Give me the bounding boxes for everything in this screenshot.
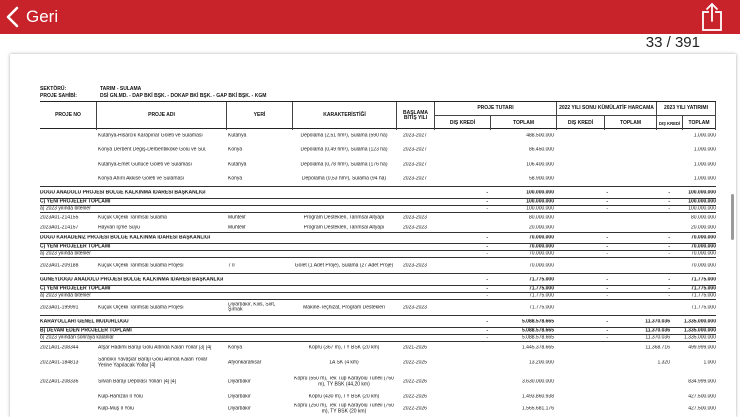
cell-yeri: Konya	[228, 146, 243, 152]
cell-proje-toplam: 70.000.000	[528, 251, 554, 257]
cell-proje-toplam: 100.000.000	[526, 206, 554, 212]
cell-yillar: 2023-2027	[403, 132, 427, 138]
table-section-row	[40, 233, 716, 244]
cell-kumulatif-toplam: 11.370.036	[645, 318, 670, 324]
cell-proje-toplam: 3.630.000.000	[522, 379, 554, 385]
cell-proje-dis-kredi: -	[486, 189, 488, 195]
header-yatirim-dis-kredi: DIŞ KREDİ	[656, 116, 682, 130]
cell-yeri: Diyarbakır	[228, 379, 251, 385]
cell-karakteristigi: Depolama (0,53 hm³), Sulama (94 ha)	[301, 176, 387, 182]
cell-section-title: KARAYOLLARI GENEL MÜDÜRLÜĞÜ	[40, 318, 129, 324]
investment-table	[40, 101, 716, 415]
header-proje-no: PROJE NO	[55, 112, 81, 119]
cell-proje-adi: Sandıklı Yavaşlar Barajı Gölü Altında Kalan Yollar Yerine Yapılacak Yollar [4]	[98, 357, 208, 368]
header-proje-dis-kredi: DIŞ KREDİ	[434, 116, 490, 130]
cell-section-title: C) YENİ PROJELER TOPLAMI	[40, 199, 111, 205]
cell-kumulatif-toplam: 11.370.036	[645, 328, 670, 334]
cell-yillar: 2023-2023	[403, 304, 427, 310]
cell-yillar: 2022-2026	[403, 379, 427, 385]
document-page[interactable]	[10, 54, 736, 417]
cell-kumulatif-toplam: -	[668, 235, 670, 241]
cell-yatirim-toplam: 1.335.000.000	[684, 335, 716, 341]
cell-yeri: Konya	[228, 344, 243, 350]
cell-yillar: 2023-2023	[403, 224, 427, 230]
cell-proje-toplam: 71.775.000	[528, 293, 554, 299]
cell-yillar: 2023-2027	[403, 176, 427, 182]
cell-kumulatif-dis-kredi: -	[606, 189, 608, 195]
table-section-row	[40, 293, 716, 300]
table-row	[40, 142, 716, 157]
cell-proje-adi: Afşar Hadimi Barajı Gölü Altında Kalan Yollar [3] [4]	[98, 344, 212, 350]
cell-yeri: Afyonkarahisar	[228, 360, 262, 366]
header-yatirim: 2023 YILI YATIRIMI	[656, 102, 716, 116]
cell-yatirim-toplam: 100.000.000	[688, 199, 716, 205]
cell-proje-toplam: 100.000.000	[526, 189, 554, 195]
cell-section-title: C) YENİ PROJELER TOPLAMI	[40, 244, 111, 250]
cell-yatirim-toplam: 834.999.000	[688, 379, 716, 385]
cell-yillar: 2022-2026	[403, 406, 427, 412]
cell-section-title: a) 2023 yılında bitenler	[40, 206, 91, 212]
cell-section-title: DOĞU KARADENİZ PROJESİ BÖLGE KALKINMA İDARESİ BAŞKANLIĞI	[40, 235, 211, 241]
cell-yillar: 2021-2026	[403, 344, 427, 350]
cell-proje-dis-kredi: -	[486, 251, 488, 257]
cell-karakteristigi: Köprü (367 m), TY BSK (20 km)	[308, 344, 380, 350]
cell-yatirim-toplam: 20.000.000	[690, 224, 716, 230]
cell-section-title: a) 2023 yılında bitenler	[40, 251, 91, 257]
cell-yeri: Kütahya	[228, 132, 247, 138]
document-meta	[40, 86, 266, 100]
table-header	[40, 101, 716, 129]
cell-karakteristigi: Köprü (430 m), TY BSK (20 km)	[308, 394, 380, 400]
cell-kumulatif-toplam: -	[668, 189, 670, 195]
cell-yatirim-toplam: 71.775.000	[690, 286, 716, 292]
cell-proje-adi: Hayvan İçme Suyu	[98, 224, 140, 230]
meta-row-sector	[40, 86, 266, 93]
cell-proje-dis-kredi: -	[486, 235, 488, 241]
cell-kumulatif-toplam: 11.370.036	[645, 335, 670, 341]
cell-kumulatif-dis-kredi: -	[606, 293, 608, 299]
header-proje-adi: PROJE ADI	[96, 102, 226, 130]
cell-yatirim-toplam: 1.000.000	[693, 161, 716, 167]
cell-kumulatif-dis-kredi: -	[606, 318, 608, 324]
cell-proje-toplam: 13.200.000	[528, 360, 554, 366]
cell-proje-adi: Kütahya-Emet Gürlüce Göleti ve Sulaması	[98, 161, 192, 167]
cell-yatirim-toplam: 427.500.000	[688, 406, 716, 412]
cell-karakteristigi: Program Destekleri, Tarımsal Altyapı	[303, 224, 385, 230]
cell-kumulatif-toplam: -	[668, 293, 670, 299]
cell-proje-toplam: 100.000.000	[526, 199, 554, 205]
cell-yatirim-toplam: 71.775.000	[690, 304, 716, 310]
table-section-row	[40, 335, 716, 342]
cell-proje-toplam: 80.000.000	[528, 215, 554, 221]
cell-yeri: Diyarbakır, Kilis, Siirt, Şırnak	[228, 302, 276, 313]
owner-value: DSİ GN.MD. - DAP BKİ BŞK. - DOKAP BKİ BŞK. - GAP BKİ BŞK. - KGM	[100, 93, 267, 99]
cell-yatirim-toplam: 71.775.000	[690, 276, 716, 282]
cell-yatirim-toplam: 70.000.000	[690, 235, 716, 241]
cell-yillar: 2023-2023	[403, 262, 427, 268]
cell-yatirim-toplam: 100.000.000	[688, 189, 716, 195]
cell-section-title: a) 2023 yılında bitenler	[40, 293, 91, 299]
cell-proje-dis-kredi: -	[486, 286, 488, 292]
table-row	[40, 223, 716, 233]
cell-yillar: 2022-2025	[403, 360, 427, 366]
cell-proje-toplam: 58.900.000	[528, 176, 554, 182]
cell-proje-toplam: 106.400.000	[526, 161, 554, 167]
page-bar	[0, 34, 740, 52]
cell-yillar: 2022-2026	[403, 394, 427, 400]
cell-proje-adi: Küçük Ölçekli Tarımsal Sulama Projesi	[98, 262, 184, 268]
cell-kumulatif-dis-kredi: -	[606, 276, 608, 282]
cell-proje-dis-kredi: -	[486, 244, 488, 250]
cell-kumulatif-toplam: -	[668, 251, 670, 257]
header-proje-toplam: TOPLAM	[490, 116, 556, 130]
cell-karakteristigi: Köprü (550 m), Tek Tüp Karayolu Tüneli (760 m), TY BSK (44,20 km)	[294, 376, 394, 387]
cell-yatirim-toplam: 100.000.000	[688, 206, 716, 212]
table-section-row	[40, 251, 716, 258]
table-section-row	[40, 328, 716, 335]
cell-section-title: b) 2023 yılından sonraya kalanlar	[40, 335, 114, 341]
table-row	[40, 213, 716, 223]
table-section-row	[40, 206, 716, 213]
cell-proje-dis-kredi: -	[486, 293, 488, 299]
cell-proje-toplam: 5.088.578.665	[522, 335, 554, 341]
cell-yatirim-toplam: 70.000.000	[690, 251, 716, 257]
cell-kumulatif-toplam: -	[668, 276, 670, 282]
cell-proje-adi: Kulp-Hamzalı İl Yolu	[98, 394, 143, 400]
chevron-left-icon	[4, 6, 22, 28]
cell-kumulatif-dis-kredi: -	[606, 328, 608, 334]
cell-kumulatif-dis-kredi: -	[606, 206, 608, 212]
cell-proje-dis-kredi: -	[486, 206, 488, 212]
cell-proje-adi: Küçük Ölçekli Tarımsal Sulama	[98, 215, 167, 221]
cell-yatirim-toplam: 1.000.000	[693, 176, 716, 182]
cell-karakteristigi: Makine-Teçhizat, Program Destekleri	[303, 304, 385, 310]
cell-kumulatif-dis-kredi: -	[606, 286, 608, 292]
cell-proje-toplam: 1.445.378.665	[522, 344, 554, 350]
table-row	[40, 342, 716, 353]
cell-kumulatif-dis-kredi: -	[606, 199, 608, 205]
table-row	[40, 403, 716, 415]
cell-proje-adi: Kulp-Muş İl Yolu	[98, 406, 134, 412]
page-counter: 33 / 391	[645, 34, 700, 51]
cell-karakteristigi: Depolama (0,78 hm³), Sulama (176 ha)	[300, 161, 388, 167]
table-body	[40, 129, 716, 415]
cell-yeri: Diyarbakır	[228, 406, 251, 412]
cell-proje-no: 2023A01-214157	[40, 224, 79, 230]
cell-yatirim-toplam: 70.000.000	[690, 244, 716, 250]
cell-section-title: GÜNEYDOĞU ANADOLU PROJESİ BÖLGE KALKINMA İDARESİ BAŞKANLIĞI	[40, 276, 224, 282]
cell-proje-adi: Kütahya-Hisarcık Karapınar Göleti ve Sulaması	[98, 132, 203, 138]
cell-proje-toplam: 86.450.000	[528, 146, 554, 152]
table-section-row	[40, 286, 716, 293]
cell-proje-no: 2023A01-199991	[40, 304, 79, 310]
cell-karakteristigi: Gölet (1 Adet Proje), Sulama (27 Adet Proje)	[294, 262, 394, 268]
cell-yatirim-toplam: 71.775.000	[690, 293, 716, 299]
cell-yatirim-toplam: 1.000	[703, 360, 716, 366]
scroll-indicator[interactable]	[731, 194, 734, 240]
table-section-row	[40, 316, 716, 328]
cell-kumulatif-toplam: -	[668, 244, 670, 250]
cell-proje-dis-kredi: -	[486, 199, 488, 205]
cell-kumulatif-toplam: -	[668, 206, 670, 212]
cell-proje-toplam: 70.000.000	[528, 244, 554, 250]
cell-proje-toplam: 71.775.000	[528, 304, 554, 310]
cell-proje-no: 2023A01-214155	[40, 215, 79, 221]
cell-proje-adi: Küçük Ölçekli Tarımsal Sulama Projesi	[98, 304, 184, 310]
cell-yeri: 7 İl	[228, 262, 235, 268]
cell-kumulatif-toplam: -	[668, 286, 670, 292]
share-button[interactable]	[700, 2, 724, 32]
cell-proje-no: 2021A01-208344	[40, 344, 79, 350]
cell-proje-toplam: 70.000.000	[528, 235, 554, 241]
cell-kumulatif-dis-kredi: -	[606, 335, 608, 341]
cell-yatirim-toplam: 1.000.000	[693, 146, 716, 152]
cell-yatirim-toplam: 80.000.000	[690, 215, 716, 221]
cell-proje-toplam: 488.500.000	[526, 132, 554, 138]
cell-proje-adi: Konya Derbent Değiş-Derbentliköke Gölü ve Sul.	[98, 146, 207, 152]
cell-proje-toplam: 71.775.000	[528, 286, 554, 292]
top-toolbar	[0, 0, 740, 34]
cell-proje-toplam: 1.493.860.938	[522, 394, 554, 400]
cell-proje-no: 2022A01-208336	[40, 379, 79, 385]
cell-section-title: DOĞU ANADOLU PROJESİ BÖLGE KALKINMA İDARESİ BAŞKANLIĞI	[40, 189, 206, 195]
header-baslama-bitis: BAŞLAMA BİTİŞ YILI	[396, 102, 434, 130]
cell-kumulatif-dis-kredi: -	[606, 235, 608, 241]
cell-karakteristigi: 1A SK (4 km)	[329, 360, 359, 366]
meta-row-owner	[40, 93, 266, 100]
cell-karakteristigi: Depolama (0,49 hm³), Sulama (123 ha)	[300, 146, 388, 152]
share-icon	[700, 2, 724, 32]
cell-karakteristigi: Program Destekleri, Tarımsal Altyapı	[303, 215, 385, 221]
header-karakteristigi: KARAKTERİSTİĞİ	[292, 102, 396, 130]
cell-yatirim-toplam: 1.000.000	[693, 132, 716, 138]
cell-yillar: 2023-2023	[403, 215, 427, 221]
cell-proje-dis-kredi: -	[486, 318, 488, 324]
cell-proje-toplam: 71.775.000	[528, 276, 554, 282]
cell-proje-adi: Konya Ahırlı Akkise Göleti ve Sulaması	[98, 176, 185, 182]
cell-section-title: C) YENİ PROJELER TOPLAMI	[40, 286, 111, 292]
cell-proje-toplam: 5.088.578.665	[522, 328, 554, 334]
header-yeri: YERİ	[226, 102, 292, 130]
cell-proje-dis-kredi: -	[486, 276, 488, 282]
cell-proje-dis-kredi: -	[486, 335, 488, 341]
table-row	[40, 157, 716, 172]
cell-proje-adi: Silvan Barajı Depolası Yolları [4] [4]	[98, 379, 177, 385]
table-section-row	[40, 187, 716, 199]
cell-proje-toplam: 20.000.000	[528, 224, 554, 230]
cell-proje-toplam: 70.000.000	[528, 262, 554, 268]
cell-proje-toplam: 5.088.578.665	[522, 318, 554, 324]
header-kumulatif-toplam: TOPLAM	[604, 116, 656, 130]
cell-yillar: 2023-2027	[403, 161, 427, 167]
cell-yatirim-toplam: 70.000.000	[690, 262, 716, 268]
cell-section-title: B) DEVAM EDEN PROJELER TOPLAMI	[40, 328, 132, 334]
header-proje-tutari: PROJE TUTARI	[434, 102, 556, 116]
cell-karakteristigi: Depolama (2,51 hm³), Sulama (590 ha)	[300, 132, 388, 138]
table-row	[40, 353, 716, 373]
cell-yatirim-toplam: 499.999.000	[688, 344, 716, 350]
back-label: Geri	[26, 7, 59, 26]
cell-yeri: Kütahya	[228, 161, 247, 167]
cell-proje-dis-kredi: -	[486, 328, 488, 334]
cell-kumulatif-toplam: 1.320	[657, 360, 670, 366]
cell-proje-no: 2022A01-184813	[40, 360, 79, 366]
cell-kumulatif-toplam: 11.368.716	[645, 344, 670, 350]
cell-yatirim-toplam: 427.500.000	[688, 394, 716, 400]
table-row	[40, 172, 716, 187]
table-row	[40, 300, 716, 316]
table-section-row	[40, 274, 716, 286]
cell-proje-no: 2023A01-209188	[40, 262, 79, 268]
table-row	[40, 129, 716, 142]
cell-karakteristigi: Köprü (250 m), Tek Tüp Karayolu Tüneli (760 m), TY BSK (20 km)	[294, 403, 394, 414]
owner-label: PROJE SAHİBİ:	[40, 93, 77, 99]
table-row	[40, 258, 716, 274]
cell-yatirim-toplam: 1.335.000.000	[684, 318, 716, 324]
table-row	[40, 373, 716, 391]
sector-label: SEKTÖRÜ:	[40, 86, 67, 92]
cell-yeri: Muhtelif	[228, 224, 246, 230]
table-section-row	[40, 244, 716, 251]
table-row	[40, 391, 716, 403]
header-kumulatif-dis-kredi: DIŞ KREDİ	[556, 116, 604, 130]
cell-kumulatif-dis-kredi: -	[606, 244, 608, 250]
table-section-row	[40, 199, 716, 206]
header-kumulatif: 2022 YILI SONU KÜMÜLATİF HARCAMA	[556, 102, 656, 116]
sector-value: TARIM - SULAMA	[100, 86, 142, 92]
cell-yeri: Diyarbakır	[228, 394, 251, 400]
cell-yillar: 2023-2027	[403, 146, 427, 152]
cell-proje-toplam: 1.565.681.176	[522, 406, 554, 412]
cell-yatirim-toplam: 1.335.000.000	[684, 328, 716, 334]
cell-yeri: Konya	[228, 176, 243, 182]
cell-kumulatif-toplam: -	[668, 199, 670, 205]
back-button[interactable]	[4, 3, 58, 31]
cell-yeri: Muhtelif	[228, 215, 246, 221]
header-yatirim-toplam: TOPLAM	[682, 116, 716, 130]
cell-kumulatif-dis-kredi: -	[606, 251, 608, 257]
